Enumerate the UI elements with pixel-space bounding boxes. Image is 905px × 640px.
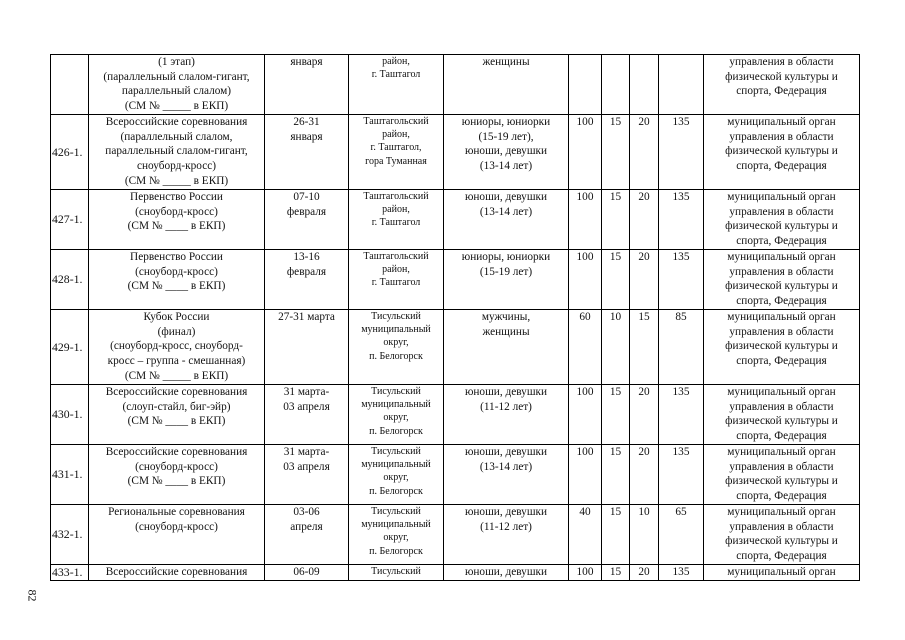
participant-groups-line: юноши, девушки (464, 506, 548, 518)
event-dates-line: февраля (286, 265, 327, 278)
organizer-line: спорта, Федерация (736, 160, 827, 173)
participant-groups-line: юниоры, юниорки (461, 116, 551, 128)
organizer-line: управления в области (729, 265, 834, 278)
event-name-line: (слоуп-стайл, биг-эйр) (122, 400, 231, 413)
participant-groups-line: женщины (482, 325, 530, 338)
page-number: 82 (25, 589, 40, 602)
event-name-line: (сноуборд-кросс) (135, 460, 218, 473)
count-cell-1: 100 (569, 115, 602, 190)
table-row (51, 565, 860, 581)
event-location-line: округ, (383, 337, 409, 349)
count-cell-total: 135 (659, 385, 704, 445)
event-name-line: (СМ № _____ в ЕКП) (124, 100, 229, 113)
event-dates-line: 26-31 (293, 116, 320, 128)
event-name (89, 55, 265, 115)
count-cell-1: 100 (569, 190, 602, 250)
participant-groups-line: (15-19 лет) (479, 265, 533, 278)
participant-groups-line: юноши, девушки (464, 446, 548, 458)
event-name-line: Всероссийские соревнования (105, 116, 248, 128)
event-name-line: Всероссийские соревнования (105, 386, 248, 398)
row-number: 429-1. (51, 310, 89, 385)
event-location (349, 385, 444, 445)
event-name-line: кросс – группа - смешанная) (107, 355, 246, 368)
row-number: 430-1. (51, 385, 89, 445)
event-dates-line: 27-31 марта (278, 311, 335, 323)
organizer-line: управления в области (729, 56, 834, 68)
organizer-line: муниципальный орган (727, 311, 836, 323)
row-number: 427-1. (51, 190, 89, 250)
event-location-line: п. Белогорск (369, 485, 423, 497)
organizer-line: управления в области (729, 520, 834, 533)
event-location-line: Тисульский (371, 506, 421, 517)
participant-groups (444, 190, 569, 250)
event-location (349, 505, 444, 565)
event-name (89, 310, 265, 385)
event-location-line: Тисульский (371, 386, 421, 397)
count-cell-2: 15 (602, 250, 630, 310)
count-cell-3: 20 (630, 250, 659, 310)
event-name (89, 445, 265, 505)
event-name (89, 565, 265, 581)
event-location-line: Таштагольский (363, 251, 429, 262)
count-cell-3: 20 (630, 115, 659, 190)
organizer-line: спорта, Федерация (736, 85, 827, 98)
row-number: 432-1. (51, 505, 89, 565)
count-cell-3: 20 (630, 385, 659, 445)
event-dates-line: 06-09 (293, 566, 320, 578)
schedule-table (50, 54, 860, 581)
event-name-line: (СМ № ____ в ЕКП) (127, 220, 226, 233)
participant-groups (444, 445, 569, 505)
count-cell-3 (630, 55, 659, 115)
organizer (704, 505, 860, 565)
organizer-line: физической культуры и (725, 415, 838, 428)
organizer-line: управления в области (729, 205, 834, 218)
event-location-line: п. Белогорск (369, 350, 423, 362)
event-location-line: Тисульский (371, 311, 421, 322)
organizer (704, 55, 860, 115)
event-location (349, 310, 444, 385)
event-location-line: Таштагольский (363, 116, 429, 127)
event-dates (265, 505, 349, 565)
participant-groups-line: (15-19 лет), (478, 130, 534, 143)
count-cell-3: 10 (630, 505, 659, 565)
table-row (51, 55, 860, 115)
count-cell-2: 10 (602, 310, 630, 385)
row-number (51, 55, 89, 115)
event-name-line: Всероссийские соревнования (105, 566, 248, 578)
event-dates-line: 07-10 (293, 191, 320, 203)
participant-groups (444, 385, 569, 445)
participant-groups-line: женщины (482, 56, 530, 68)
table-row (51, 445, 860, 505)
event-dates-line: 03 апреля (283, 400, 330, 413)
event-dates-line: 03-06 (293, 506, 320, 518)
event-location-line: муниципальный (361, 519, 431, 531)
row-number: 428-1. (51, 250, 89, 310)
table-row (51, 115, 860, 190)
organizer-line: физической культуры и (725, 280, 838, 293)
event-location (349, 115, 444, 190)
event-name-line: (сноуборд-кросс) (135, 205, 218, 218)
count-cell-3: 15 (630, 310, 659, 385)
organizer-line: физической культуры и (725, 220, 838, 233)
event-location-line: муниципальный (361, 459, 431, 471)
organizer (704, 115, 860, 190)
count-cell-2: 15 (602, 445, 630, 505)
organizer (704, 310, 860, 385)
event-name (89, 385, 265, 445)
participant-groups-line: юноши, девушки (464, 386, 548, 398)
count-cell-total: 135 (659, 565, 704, 581)
participant-groups-line: юноши, девушки (464, 145, 548, 158)
table-row (51, 190, 860, 250)
participant-groups (444, 565, 569, 581)
organizer (704, 250, 860, 310)
event-name-line: сноуборд-кросс) (136, 160, 217, 173)
event-location-line: Таштагольский (363, 191, 429, 202)
row-number: 433-1. (51, 565, 89, 581)
count-cell-2: 15 (602, 190, 630, 250)
event-dates (265, 190, 349, 250)
event-location-line: район, (382, 129, 410, 141)
count-cell-3: 20 (630, 565, 659, 581)
count-cell-total: 135 (659, 115, 704, 190)
event-name-line: (параллельный слалом, (120, 130, 233, 143)
participant-groups-line: мужчины, (481, 311, 531, 323)
event-location (349, 190, 444, 250)
organizer-line: спорта, Федерация (736, 490, 827, 503)
event-name-line: (СМ № ____ в ЕКП) (127, 475, 226, 488)
event-dates (265, 55, 349, 115)
event-dates-line: января (290, 56, 323, 68)
organizer-line: физической культуры и (725, 535, 838, 548)
participant-groups-line: (13-14 лет) (479, 205, 533, 218)
event-dates (265, 310, 349, 385)
event-name-line: Первенство России (130, 251, 223, 263)
table-row (51, 310, 860, 385)
event-name-line: Региональные соревнования (108, 506, 245, 518)
organizer-line: муниципальный орган (727, 506, 836, 518)
table-row (51, 385, 860, 445)
organizer-line: управления в области (729, 400, 834, 413)
count-cell-1 (569, 55, 602, 115)
event-name-line: (СМ № _____ в ЕКП) (124, 369, 229, 382)
participant-groups-line: (11-12 лет) (480, 520, 532, 533)
event-dates-line: 03 апреля (283, 460, 330, 473)
count-cell-2: 15 (602, 505, 630, 565)
event-name-line: (1 этап) (158, 56, 195, 68)
participant-groups-line: юноши, девушки (464, 191, 548, 203)
event-name-line: параллельный слалом) (121, 85, 232, 98)
event-location-line: Тисульский (371, 566, 421, 577)
organizer-line: управления в области (729, 325, 834, 338)
event-location-line: г. Таштагол (371, 69, 421, 81)
organizer-line: спорта, Федерация (736, 550, 827, 563)
event-name-line: Первенство России (130, 191, 223, 203)
event-location (349, 250, 444, 310)
organizer-line: спорта, Федерация (736, 430, 827, 443)
event-dates-line: 31 марта- (283, 446, 330, 458)
event-location-line: район, (382, 56, 410, 67)
event-dates (265, 115, 349, 190)
count-cell-1: 100 (569, 250, 602, 310)
event-location-line: муниципальный (361, 399, 431, 411)
event-name-line: (СМ № _____ в ЕКП) (124, 174, 229, 187)
organizer (704, 445, 860, 505)
count-cell-1: 100 (569, 385, 602, 445)
event-location (349, 55, 444, 115)
table-row (51, 250, 860, 310)
event-location (349, 445, 444, 505)
organizer (704, 190, 860, 250)
event-location-line: г. Таштагол (371, 217, 421, 229)
count-cell-2: 15 (602, 565, 630, 581)
event-name-line: (СМ № ____ в ЕКП) (127, 280, 226, 293)
event-name (89, 115, 265, 190)
event-dates-line: 13-16 (293, 251, 320, 263)
organizer-line: физической культуры и (725, 475, 838, 488)
event-name-line: (параллельный слалом-гигант, (103, 70, 250, 83)
participant-groups-line: (13-14 лет) (479, 460, 533, 473)
organizer-line: физической культуры и (725, 70, 838, 83)
count-cell-total (659, 55, 704, 115)
event-name (89, 190, 265, 250)
organizer-line: муниципальный орган (727, 116, 836, 128)
event-location-line: г. Таштагол, (370, 142, 422, 154)
count-cell-1: 100 (569, 565, 602, 581)
organizer-line: муниципальный орган (727, 386, 836, 398)
count-cell-total: 135 (659, 445, 704, 505)
event-location-line: г. Таштагол (371, 277, 421, 289)
participant-groups-line: (11-12 лет) (480, 400, 532, 413)
organizer-line: спорта, Федерация (736, 235, 827, 248)
count-cell-total: 65 (659, 505, 704, 565)
event-dates-line: 31 марта- (283, 386, 330, 398)
event-name-line: (СМ № ____ в ЕКП) (127, 415, 226, 428)
event-name-line: (финал) (157, 325, 196, 338)
count-cell-1: 40 (569, 505, 602, 565)
event-name (89, 250, 265, 310)
event-location-line: п. Белогорск (369, 545, 423, 557)
organizer (704, 565, 860, 581)
count-cell-3: 20 (630, 445, 659, 505)
count-cell-2: 15 (602, 115, 630, 190)
participant-groups-line: юниоры, юниорки (461, 251, 551, 263)
row-number: 431-1. (51, 445, 89, 505)
count-cell-3: 20 (630, 190, 659, 250)
organizer-line: спорта, Федерация (736, 355, 827, 368)
organizer-line: спорта, Федерация (736, 295, 827, 308)
participant-groups (444, 55, 569, 115)
event-dates-line: января (290, 130, 323, 143)
organizer-line: управления в области (729, 130, 834, 143)
event-name-line: Кубок России (143, 311, 210, 323)
participant-groups (444, 250, 569, 310)
event-location-line: округ, (383, 412, 409, 424)
participant-groups-line: (13-14 лет) (479, 160, 533, 173)
count-cell-1: 60 (569, 310, 602, 385)
event-location-line: район, (382, 264, 410, 276)
event-name (89, 505, 265, 565)
organizer-line: муниципальный орган (727, 251, 836, 263)
organizer-line: управления в области (729, 460, 834, 473)
event-dates-line: февраля (286, 205, 327, 218)
event-location-line: гора Туманная (365, 155, 427, 167)
event-location-line: муниципальный (361, 324, 431, 336)
event-dates-line: апреля (290, 520, 323, 533)
table-row (51, 505, 860, 565)
event-location-line: Тисульский (371, 446, 421, 457)
count-cell-2 (602, 55, 630, 115)
event-location-line: округ, (383, 472, 409, 484)
organizer-line: физической культуры и (725, 340, 838, 353)
event-location-line: район, (382, 204, 410, 216)
event-name-line: параллельный слалом-гигант, (105, 145, 248, 158)
event-name-line: (сноуборд-кросс, сноуборд- (110, 340, 243, 353)
event-location-line: округ, (383, 532, 409, 544)
organizer-line: муниципальный орган (727, 191, 836, 203)
event-name-line: (сноуборд-кросс) (135, 265, 218, 278)
event-location (349, 565, 444, 581)
event-dates (265, 250, 349, 310)
event-dates (265, 385, 349, 445)
organizer (704, 385, 860, 445)
row-number: 426-1. (51, 115, 89, 190)
event-name-line: (сноуборд-кросс) (135, 520, 218, 533)
table-body (51, 55, 860, 581)
count-cell-total: 135 (659, 250, 704, 310)
count-cell-1: 100 (569, 445, 602, 505)
participant-groups-line: юноши, девушки (464, 566, 548, 578)
event-dates (265, 565, 349, 581)
event-name-line: Всероссийские соревнования (105, 446, 248, 458)
count-cell-total: 85 (659, 310, 704, 385)
count-cell-2: 15 (602, 385, 630, 445)
organizer-line: муниципальный орган (727, 446, 836, 458)
organizer-line: физической культуры и (725, 145, 838, 158)
participant-groups (444, 505, 569, 565)
event-location-line: п. Белогорск (369, 425, 423, 437)
count-cell-total: 135 (659, 190, 704, 250)
event-dates (265, 445, 349, 505)
participant-groups (444, 115, 569, 190)
organizer-line: муниципальный орган (727, 566, 836, 578)
participant-groups (444, 310, 569, 385)
